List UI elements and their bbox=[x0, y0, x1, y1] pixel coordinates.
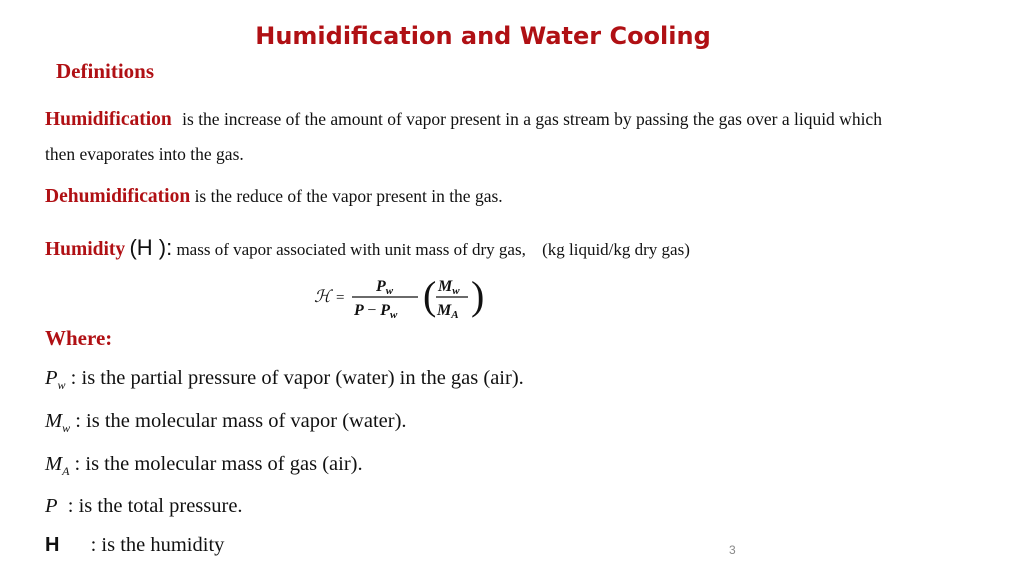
humidification-text-line1: is the increase of the amount of vapor present in a gas stream by passing the gas over a liquid which bbox=[182, 109, 882, 129]
humidity-text: mass of vapor associated with unit mass of dry gas, bbox=[176, 240, 526, 259]
variable-symbol: $P_w$ bbox=[45, 367, 66, 393]
variable-description: : is the molecular mass of vapor (water). bbox=[75, 410, 407, 432]
svg-text:): ) bbox=[471, 273, 485, 318]
svg-text:P − Pw: P − Pw bbox=[354, 302, 398, 321]
svg-text:MA: MA bbox=[437, 302, 459, 321]
variable-symbol: H bbox=[45, 534, 60, 556]
variable-h bbox=[45, 534, 224, 557]
variable-p bbox=[45, 495, 243, 518]
dehumidification-text: is the reduce of the vapor present in the gas. bbox=[194, 186, 503, 206]
variable-symbol: $M_w$ bbox=[45, 410, 71, 436]
variable-description: : is the humidity bbox=[90, 534, 225, 556]
variable-symbol: P bbox=[45, 495, 58, 517]
page-number: 3 bbox=[729, 543, 736, 557]
humidity-term: Humidity bbox=[45, 239, 126, 260]
dehumidification-definition bbox=[45, 186, 503, 208]
dehumidification-term: Dehumidification bbox=[45, 186, 191, 207]
svg-text:Mw: Mw bbox=[438, 278, 460, 297]
variable-symbol: $M_A$ bbox=[45, 453, 70, 479]
humidity-formula-image bbox=[312, 272, 492, 324]
variable-ma bbox=[45, 453, 363, 479]
humidity-units: (kg liquid/kg dry gas) bbox=[542, 240, 690, 259]
section-heading: Definitions bbox=[56, 59, 155, 83]
variable-description: : is the total pressure. bbox=[67, 495, 243, 517]
variable-pw bbox=[45, 367, 524, 393]
variable-mw bbox=[45, 410, 407, 436]
svg-text:ℋ: ℋ bbox=[314, 287, 331, 307]
svg-text:(: ( bbox=[423, 273, 437, 318]
humidification-term: Humidification bbox=[45, 109, 172, 130]
variable-description: : is the molecular mass of gas (air). bbox=[74, 453, 363, 475]
variable-description: : is the partial pressure of vapor (water) in the gas (air). bbox=[70, 367, 524, 389]
svg-text:Pw: Pw bbox=[376, 278, 394, 297]
humidity-symbol: (H ): bbox=[129, 235, 173, 260]
humidity-definition bbox=[45, 235, 690, 261]
humidification-definition bbox=[45, 102, 882, 171]
svg-text:=: = bbox=[336, 290, 345, 306]
where-label: Where: bbox=[45, 326, 113, 350]
slide-title: Humidification and Water Cooling bbox=[255, 22, 711, 50]
humidification-text-line2: then evaporates into the gas. bbox=[45, 144, 244, 164]
